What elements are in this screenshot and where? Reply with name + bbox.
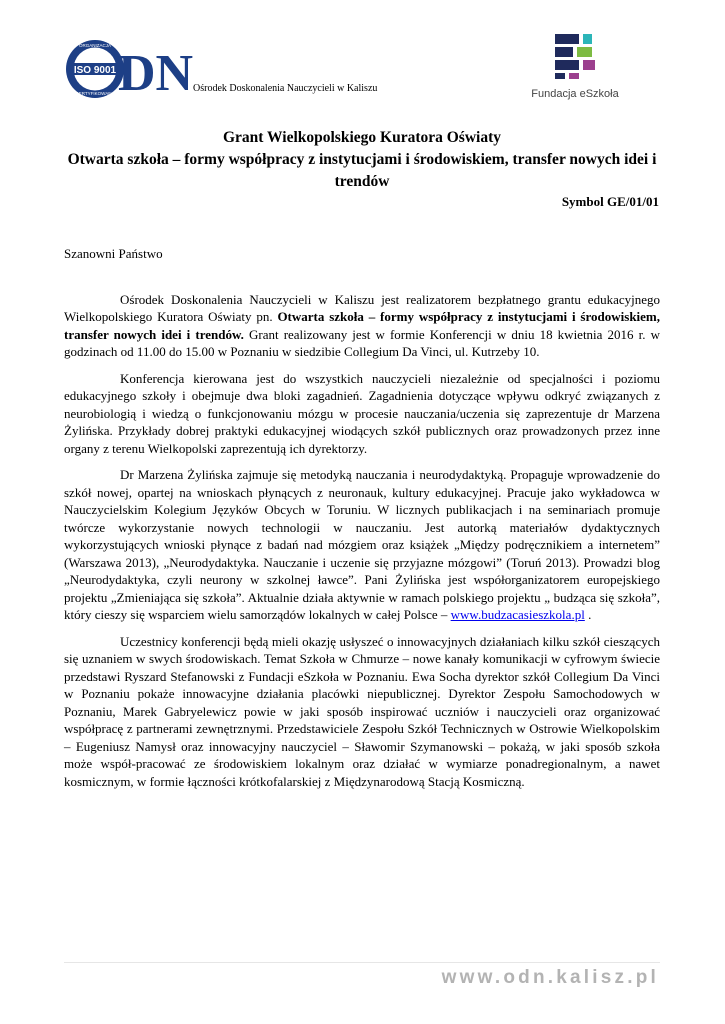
greeting: Szanowni Państwo	[64, 246, 163, 261]
iso-label: ISO 9001	[73, 65, 117, 76]
document-title	[64, 127, 660, 193]
paragraph-1	[64, 291, 660, 361]
paragraph-1-text-a: Ośrodek Doskonalenia Nauczycieli w Kaliszu jest realizatorem bezpłatnego grantu edukacyjnego Wielkopolskiego Kuratora Oświaty pn.	[64, 291, 660, 324]
paragraph-1-grant-name: Otwarta szkoła – formy współpracy z instytucjami i środowiskiem, transfer nowych idei i trendów.	[64, 309, 661, 342]
iso-ring-bottom: CERTYFIKOWANA	[75, 91, 115, 96]
paragraph-3	[64, 466, 660, 624]
document-symbol: Symbol GE/01/01	[561, 194, 659, 209]
eszkola-caption: Fundacja eSzkoła	[531, 88, 619, 100]
paragraph-3-text-a: Dr Marzena Żylińska zajmuje się metodyką nauczania i neurodydaktyką. Propaguje wprowadzenie do szkół nowej, opartej na wnioskach płynących z neuronauk, kultury edukacyjnej. Pracuje jako wykładowca w Nauczycielskim Kolegium Języków Obcych w Toruniu. W licznych publikacjach i na seminariach promuje twórcze wykorzystanie nowych technologii w nauczaniu. Jest autorką materiałów dydaktycznych wykorzystujących wnioski płynące z badań nad mózgiem oraz książek „Między podręcznikiem a internetem” (Warszawa 2013), „Neurodydaktyka. Nauczanie i uczenie się przyjazne mózgowi” (Toruń 2013). Prowadzi blog „Neurodydaktyka, czyli neurony w szkolnej ławce”. Pani Żylińska jest współorganizatorem europejskiego projektu „Zmieniająca się szkoła”. Aktualnie działa aktywnie w ramach polskiego projektu „ budząca się szkoła”, który cieszy się wsparciem wielu samorządów lokalnych w całej Polsce –	[64, 467, 660, 622]
title-line-1: Grant Wielkopolskiego Kuratora Oświaty	[222, 129, 501, 146]
iso-ring-top: ORGANIZACJA	[78, 43, 112, 48]
title-line-2: Otwarta szkoła – formy współpracy z instytucjami i środowiskiem, transfer nowych idei i trendów	[67, 151, 657, 190]
eszkola-logo	[553, 32, 601, 80]
footer-url: www.odn.kalisz.pl	[441, 967, 659, 988]
footer-divider	[64, 962, 660, 963]
paragraph-2: Konferencja kierowana jest do wszystkich nauczycieli niezależnie od specjalności i poziomu edukacyjnego szkoły i obejmuje dwa bloki zagadnień. Zagadnienia dotyczące wpływu odkryć związanych z neurobiologią i wiedzą o funkcjonowaniu mózgu w procesie nauczania/uczenia się zaprezentuje dr Marzena Żylińska. Przykłady dobrej praktyki edukacyjnej wiodących szkół publicznych oraz prowadzonych przez inne organy z terenu Wielkopolski zaprezentują ich dyrektorzy.	[64, 370, 660, 456]
paragraph-4: Uczestnicy konferencji będą mieli okazję usłyszeć o innowacyjnych działaniach kilku szkół cieszących się uznaniem w swych środowiskach. Temat Szkoła w Chmurze – nowe kanały komunikacji w cyfrowym świecie przedstawi Ryszard Stefanowski z Fundacji eSzkoła w Poznaniu. Ewa Socha dyrektor szkół Collegium Da Vinci w Poznaniu pokaże innowacyjne działania placówki niepublicznej. Dyrektor Zespołu Samochodowych w Poznaniu, Marek Gabryelewicz powie w jaki sposób inspirować uczniów i nauczycieli oraz organizować współpracę z partnerami zewnętrznymi. Przedstawiciele Zespołu Szkół Technicznych w Ostrowie Wielkopolskim – Eugeniusz Namysł oraz innowacyjny nauczyciel – Sławomir Szymanowski – pokażą, w jaki sposób szkoła może współ-pracować ze środowiskiem lokalnym oraz działać w wymiarze ponadregionalnym, a nawet kosmicznym, w formie łączności krótkofalarskiej z Międzynarodową Stacją Kosmiczną.	[64, 633, 660, 789]
org-caption: Ośrodek Doskonalenia Nauczycieli w Kaliszu	[193, 83, 378, 94]
letterhead	[0, 0, 725, 110]
paragraph-1-text-c: Grant realizowany jest w formie Konferencji w dniu 18 kwietnia 2016 r. w godzinach od 11.00 do 15.00 w Poznaniu w siedzibie Collegium Da Vinci, ul. Kutrzeby 10.	[64, 326, 660, 359]
paragraph-3-text-b: .	[584, 607, 592, 622]
budzacasieszkola-link[interactable]: www.budzacasieszkola.pl	[450, 607, 585, 622]
odn-iso-logo	[64, 38, 194, 100]
odn-letters: DN	[118, 45, 194, 100]
letter-body	[64, 245, 660, 799]
